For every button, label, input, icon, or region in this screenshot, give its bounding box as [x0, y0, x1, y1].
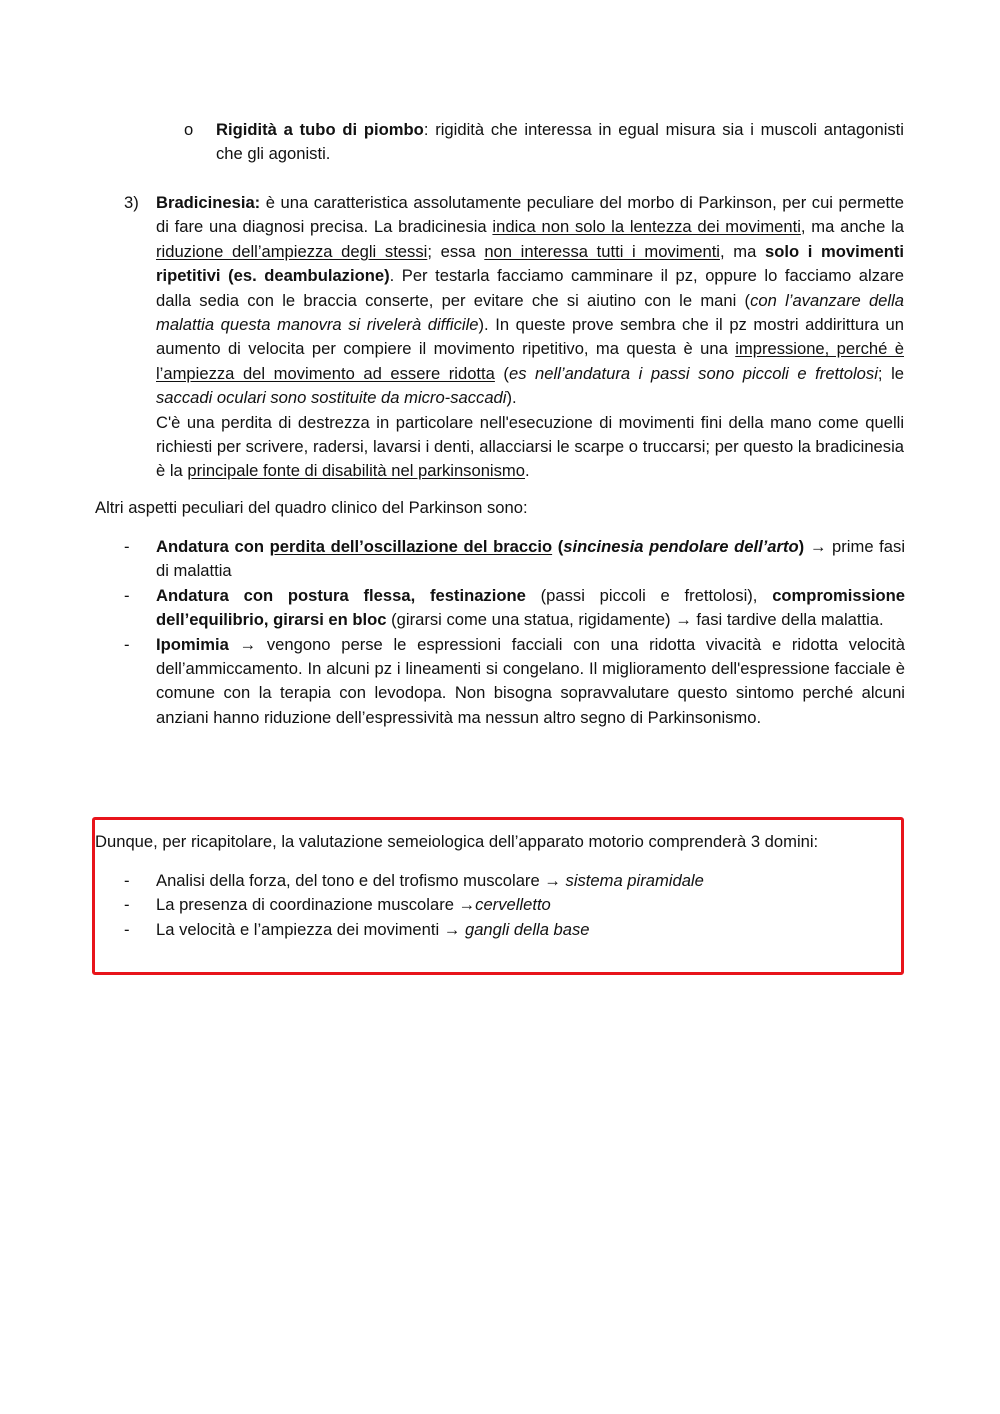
text-run: → vengono perse le espressioni facciali con una ridotta vivacità e ridotta velocità dell’ammiccamento. In alcuni pz i lineamenti si congelano. Il miglioramento dell'espressione facciale è comune con la terapia con levodopa. Non bisogna sopravvalutare questo sintomo perché alcuni anziani hanno riduzione dell’espressività ma nessun altro segno di Parkinsonismo. [156, 634, 905, 727]
text-run: ; le [877, 363, 904, 383]
rigidita-text: : rigidità che interessa in egual misura sia i muscoli antagonisti che gli agonisti. [216, 120, 904, 164]
circle-bullet-marker: o [184, 120, 194, 139]
list-number-3: 3) [124, 193, 139, 212]
bold-text: Ipomimia [156, 634, 229, 654]
text-run: . [524, 461, 530, 481]
text-run: , ma [720, 241, 765, 261]
domains-list [95, 869, 905, 942]
dash-marker: - [124, 634, 130, 654]
text-run: è una caratteristica assolutamente peculiare del morbo di Parkinson, per cui permette di fare una diagnosi precisa. La bradicinesia [156, 193, 904, 237]
altri-aspetti-heading: Altri aspetti peculiari del quadro clinico del Parkinson sono: [95, 498, 528, 517]
text-run: La velocità e l’ampiezza dei movimenti → [156, 919, 465, 939]
dash-marker: - [124, 585, 130, 605]
bold-text: Andatura con [156, 537, 270, 556]
underlined-text: riduzione dell’ampiezza degli stessi [156, 241, 428, 261]
dash-marker: - [124, 871, 130, 890]
rigidita-paragraph [216, 118, 904, 167]
bradicinesia-paragraph-2 [156, 411, 904, 484]
list-item [95, 918, 905, 942]
text-run: ; essa [427, 241, 485, 261]
list-item [95, 584, 905, 633]
italic-text: con l’avanzare della malattia questa manovra si rivelerà difficile [156, 290, 905, 335]
text-run: (girarsi come una statua, rigidamente) → fasi tardive della malattia. [386, 610, 884, 630]
bold-text: ) [798, 537, 805, 556]
italic-text: es nell’andatura i passi sono piccoli e frettolosi [508, 363, 878, 383]
bradicinesia-title: Bradicinesia: [156, 193, 261, 212]
underlined-text: impressione, perché è l’ampiezza del movimento ad essere ridotta [156, 339, 904, 383]
dash-marker: - [124, 919, 130, 939]
bradicinesia-item [156, 191, 904, 484]
bold-text: solo i movimenti ripetitivi (es. deambulazione) [156, 241, 905, 286]
bold-text: Andatura con postura flessa, festinazione [156, 585, 526, 605]
bold-text: ( [552, 537, 564, 556]
text-run: ). [506, 388, 517, 408]
rigidita-title: Rigidità a tubo di piombo [216, 120, 424, 139]
dash-marker: - [124, 895, 130, 915]
bradicinesia-paragraph-1 [156, 191, 904, 411]
underlined-text: non interessa tutti i movimenti [484, 241, 720, 261]
bold-text: compromissione dell’equilibrio, girarsi en bloc [156, 585, 905, 630]
recap-intro: Dunque, per ricapitolare, la valutazione semeiologica dell’apparato motorio comprenderà 3 domini: [95, 832, 819, 851]
bold-underlined-text: perdita dell’oscillazione del braccio [269, 537, 553, 556]
text-run: ( [494, 363, 509, 383]
italic-text: sistema piramidale [565, 871, 704, 890]
underlined-text: indica non solo la lentezza dei movimenti [492, 217, 801, 237]
dash-marker: - [124, 537, 130, 556]
text-run: (passi piccoli e frettolosi), [525, 585, 773, 605]
list-item [95, 535, 905, 584]
list-item [95, 893, 905, 917]
underlined-text: principale fonte di disabilità nel parkinsonismo [187, 461, 525, 481]
text-run: . Per testarla facciamo camminare il pz, oppure lo facciamo alzare dalla sedia con le braccia conserte, per evitare che si aiutino con le mani ( [156, 266, 904, 310]
text-run: ). In queste prove sembra che il pz mostri addirittura un aumento di velocita per compiere il movimento ripetitivo, ma questa è una [156, 315, 904, 359]
text-run: Analisi della forza, del tono e del trofismo muscolare → [156, 871, 566, 890]
list-item [95, 869, 905, 893]
text-run: → prime fasi di malattia [156, 537, 906, 581]
italic-text: saccadi oculari sono sostituite da micro-saccadi [156, 388, 507, 408]
list-item [95, 633, 905, 731]
italic-text: cervelletto [475, 895, 551, 915]
text-run: La presenza di coordinazione muscolare → [156, 895, 476, 915]
text-run: C'è una perdita di destrezza in particolare nell'esecuzione di movimenti fini della mano come quelli richiesti per scrivere, radersi, lavarsi i denti, allacciarsi le scarpe o truccarsi; per questo la bradicinesia è la [156, 412, 904, 481]
text-run: , ma anche la [800, 217, 904, 237]
aspects-list [95, 535, 905, 730]
bold-italic-text: sincinesia pendolare dell’arto [563, 537, 799, 556]
italic-text: gangli della base [464, 919, 590, 939]
